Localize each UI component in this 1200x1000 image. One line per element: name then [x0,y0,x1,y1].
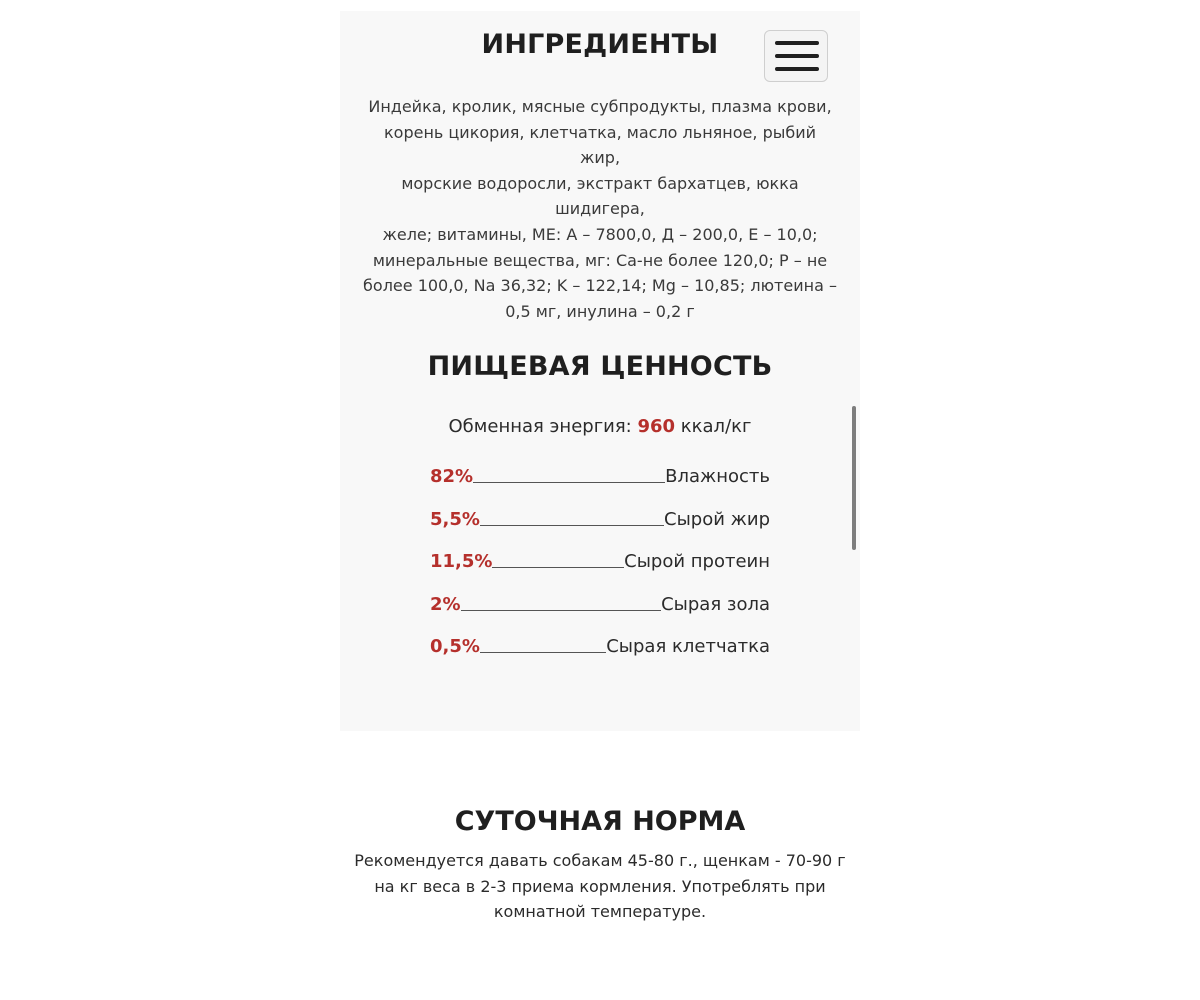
nutrition-label: Влажность [665,466,770,487]
daily-norm-line: Рекомендуется давать собакам 45-80 г., щенкам - 70-90 г [354,851,846,870]
nutrition-value: 2% [430,594,461,615]
daily-norm-line: на кг веса в 2-3 приема кормления. Употреблять при [374,876,826,896]
nutrition-row-protein [430,542,770,572]
leader-line [492,567,624,568]
ingredients-line: минеральные вещества, мг: Ca-не более 120,0; P – не [372,250,828,270]
scrollbar[interactable] [852,406,856,550]
energy-value: 960 [637,416,676,437]
leader-line [480,652,606,653]
nutrition-value: 82% [430,466,474,487]
product-info-panel [340,11,860,731]
ingredients-heading: ИНГРЕДИЕНТЫ [481,29,719,60]
ingredients-line: более 100,0, Na 36,32; K – 122,14; Mg – 10,85; лютеина – [363,276,837,296]
nutrition-row-ash [430,585,770,615]
daily-norm-line: комнатной температуре. [493,902,707,922]
energy-label: Обменная энергия: [448,416,638,437]
ingredients-line: морские водоросли, экстракт бархатцев, юкка шидигера, [401,173,799,219]
menu-button[interactable] [764,30,828,82]
nutrition-value: 11,5% [430,551,493,572]
nutrition-value: 5,5% [430,509,480,530]
nutrition-row-fiber [430,627,770,657]
ingredients-line: корень цикория, клетчатка, масло льняное, рыбий жир, [383,122,817,168]
energy-unit: ккал/кг [675,416,752,437]
leader-line [473,482,665,483]
leader-line [480,525,664,526]
nutrition-label: Сырой протеин [624,551,770,572]
energy-line [340,416,860,437]
ingredients-line: желе; витамины, ME: A – 7800,0, Д – 200,0, E – 10,0; [382,224,818,244]
ingredients-line: 0,5 мг, инулина – 0,2 г [505,301,695,321]
leader-line [461,610,662,611]
daily-norm-heading: СУТОЧНАЯ НОРМА [454,806,746,837]
nutrition-heading: ПИЩЕВАЯ ЦЕННОСТЬ [427,351,773,382]
nutrition-label: Сырая клетчатка [606,636,770,657]
nutrition-value: 0,5% [430,636,480,657]
nutrition-label: Сырая зола [661,594,770,615]
ingredients-text [362,94,838,324]
nutrition-label: Сырой жир [664,509,770,530]
nutrition-row-moisture [430,457,770,487]
ingredients-line: Индейка, кролик, мясные субпродукты, плазма крови, [368,97,832,116]
nutrition-row-fat [430,500,770,530]
daily-norm-text [350,848,850,925]
